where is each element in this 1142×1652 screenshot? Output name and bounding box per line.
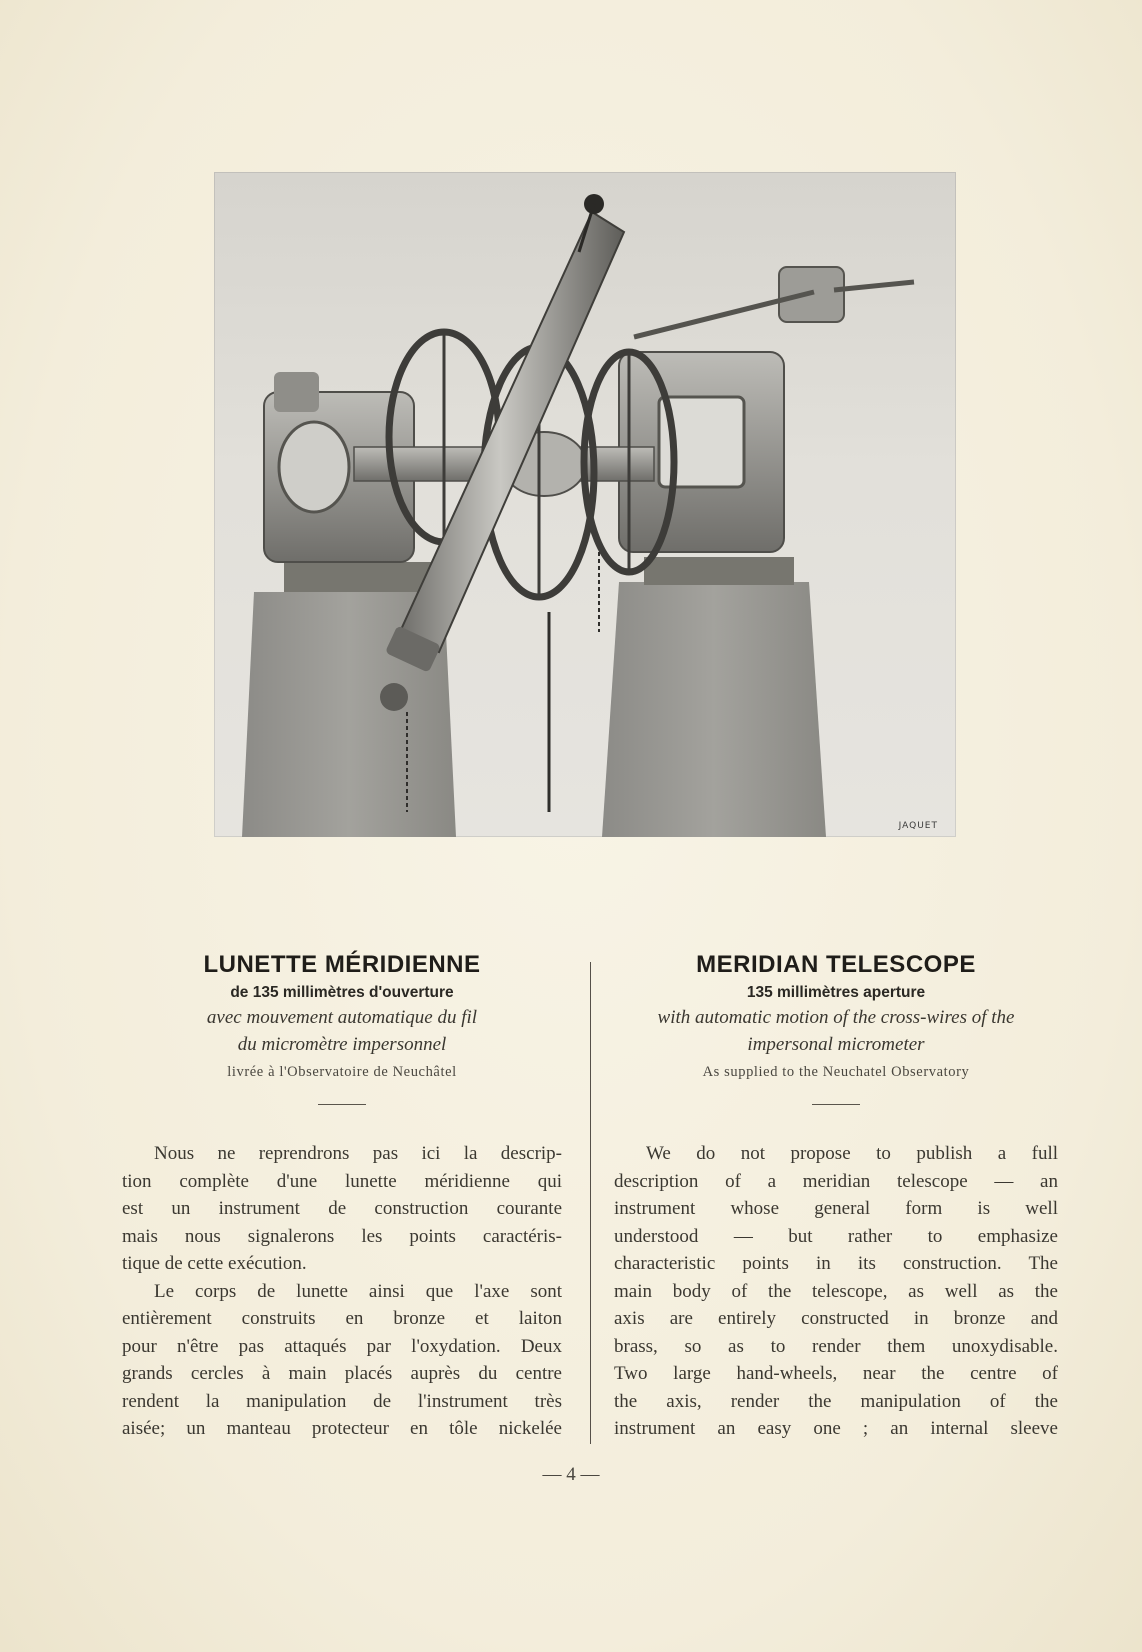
right-pier — [602, 582, 826, 837]
french-subtitle: de 135 millimètres d'ouverture — [230, 984, 454, 1001]
english-text-line: instrument whose general form is well — [614, 1198, 1058, 1219]
photographer-signature: JAQUET — [898, 821, 938, 831]
english-supplied-note: As supplied to the Neuchatel Observatory — [702, 1064, 970, 1080]
english-text-line: axis are entirely constructed in bronze and — [614, 1308, 1058, 1329]
english-body-text — [614, 1140, 1058, 1443]
french-text-line: Le corps de lunette ainsi que l'axe sont — [154, 1280, 562, 1302]
english-text-line: description of a meridian telescope — an — [614, 1170, 1058, 1192]
french-text-line: est un instrument de construction courante — [122, 1198, 562, 1219]
french-italic-line-1: avec mouvement automatique du fil — [206, 1007, 478, 1028]
french-text-line: aisée; un manteau protecteur en tôle nickelée — [122, 1418, 562, 1439]
english-text-line: Two large hand-wheels, near the centre of — [614, 1363, 1058, 1384]
english-text-line: brass, so as to render them unoxydisable. — [614, 1335, 1058, 1357]
english-text-line: main body of the telescope, as well as the — [614, 1280, 1058, 1302]
english-title: MERIDIAN TELESCOPE — [696, 951, 976, 978]
french-text-line: grands cercles à main placés auprès du centre — [122, 1363, 562, 1384]
english-italic-line-2: impersonal micrometer — [747, 1034, 925, 1055]
french-text-line: tique de cette exécution. — [122, 1253, 307, 1274]
french-text-line: mais nous signalerons les points caractéris- — [122, 1225, 562, 1247]
french-text-line: tion complète d'une lunette méridienne qui — [122, 1170, 562, 1192]
english-text-line: understood — but rather to emphasize — [614, 1225, 1058, 1247]
french-supplied-note: livrée à l'Observatoire de Neuchâtel — [227, 1064, 457, 1080]
english-text-line: instrument an easy one ; an internal sleeve — [614, 1418, 1058, 1439]
english-column — [614, 950, 1058, 1443]
telescope-illustration — [214, 172, 956, 837]
french-text-line: rendent la manipulation de l'instrument très — [122, 1390, 562, 1412]
english-subtitle: 135 millimètres aperture — [746, 984, 926, 1001]
french-column — [122, 950, 562, 1443]
page-number: — 4 — — [542, 1464, 600, 1485]
english-text-line: We do not propose to publish a full — [646, 1143, 1058, 1164]
english-italic-line-1: with automatic motion of the cross-wires of the — [657, 1007, 1015, 1028]
french-body-text — [122, 1140, 562, 1443]
english-separator-rule — [812, 1104, 860, 1105]
french-text-line: Nous ne reprendrons pas ici la descrip- — [154, 1143, 562, 1164]
english-text-line: the axis, render the manipulation of the — [614, 1390, 1058, 1412]
english-text-line: characteristic points in its construction. The — [614, 1253, 1058, 1274]
french-title: LUNETTE MÉRIDIENNE — [203, 951, 481, 978]
french-italic-line-2: du micromètre impersonnel — [237, 1034, 447, 1055]
french-text-line: entièrement construits en bronze et laiton — [122, 1308, 562, 1329]
french-separator-rule — [318, 1104, 366, 1105]
column-divider — [590, 962, 591, 1444]
telescope-photograph — [214, 172, 956, 837]
french-text-line: pour n'être pas attaqués par l'oxydation. Deux — [122, 1335, 562, 1357]
